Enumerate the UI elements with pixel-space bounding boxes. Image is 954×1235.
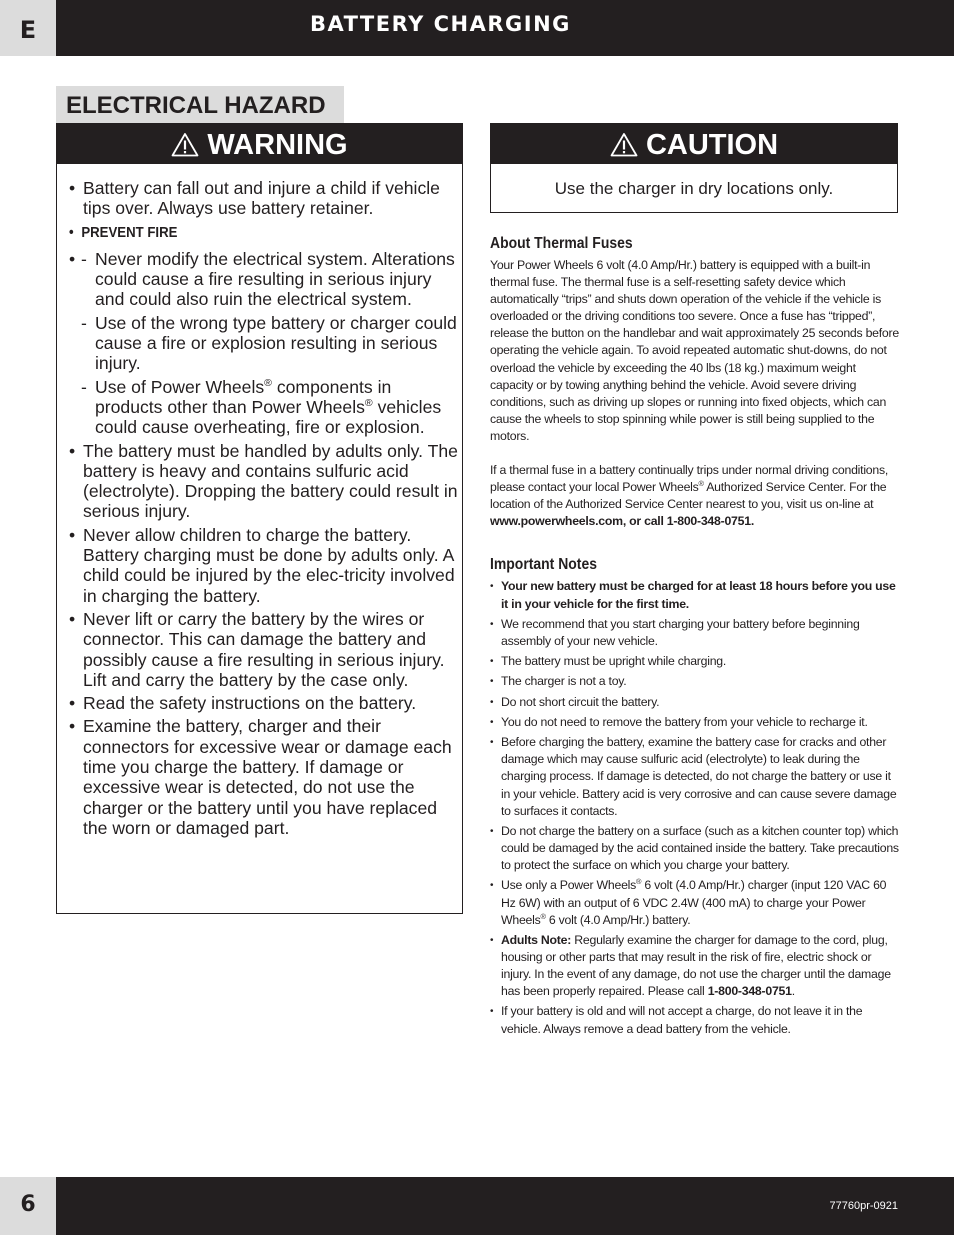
header-title: BATTERY CHARGING xyxy=(310,12,571,36)
list-item: • You do not need to remove the battery from your vehicle to recharge it. xyxy=(490,714,900,731)
caution-title: CAUTION xyxy=(645,129,779,161)
page-number: 6 xyxy=(0,1177,56,1235)
warning-item: • Never allow children to charge the battery. Battery charging must be done by adults only. A child could be injured by the elec-tricity involved in charging the battery. xyxy=(69,525,462,606)
warning-item: • Read the safety instructions on the battery. xyxy=(69,693,462,713)
text-span: components in products other than Power Wheels xyxy=(95,376,392,417)
warning-subitem: - Use of the wrong type battery or charger could cause a fire or explosion resulting in serious injury. xyxy=(69,313,462,374)
registered-mark: ® xyxy=(698,479,704,489)
language-tab: E xyxy=(0,0,56,56)
phone-number: 1-800-348-0751 xyxy=(707,984,792,999)
warning-title: WARNING xyxy=(207,129,348,161)
text-span: vehicles could cause overheating, fire or explosion. xyxy=(95,396,442,438)
warning-item xyxy=(69,249,462,438)
page-header xyxy=(0,0,954,56)
thermal-heading: About Thermal Fuses xyxy=(490,235,633,252)
list-item: • The battery must be upright while charging. xyxy=(490,653,900,670)
text-span: Use only a Power Wheels xyxy=(501,878,637,893)
document-code: 77760pr-0921 xyxy=(829,1200,898,1212)
registered-mark: ® xyxy=(264,376,272,389)
text-span: Your new battery must be charged for at least 18 hours before you use it in your vehicle for the first time. xyxy=(501,579,896,611)
notes-list xyxy=(490,578,900,1037)
caution-bar xyxy=(491,124,897,164)
notes-heading: Important Notes xyxy=(490,556,597,574)
warning-item: • Examine the battery, charger and their connectors for excessive wear or damage each time you charge the battery. If damage or excessive wear is detected, do not use the charger or the battery until you have replaced the worn or damaged part. xyxy=(69,716,462,838)
text-span: . xyxy=(791,984,795,999)
warning-box xyxy=(56,123,463,914)
registered-mark: ® xyxy=(540,911,546,921)
text-span: Use of Power Wheels xyxy=(95,376,265,397)
list-item: • The charger is not a toy. xyxy=(490,673,900,690)
contact-link: www.powerwheels.com, or call 1-800-348-0751. xyxy=(490,514,754,529)
text-span: 6 volt (4.0 Amp/Hr.) charger (input 120 VAC 60 Hz 6W) with an output of 6 VDC 2.4W (400 mA) to charge your Power Wheels xyxy=(501,878,887,927)
thermal-paragraph: Your Power Wheels 6 volt (4.0 Amp/Hr.) battery is equipped with a built-in thermal fuse. The thermal fuse is a self-resetting safety device which automatically “trips” and shuts down operation of the vehicle if the vehicle is overloaded or the driving conditions too severe. Once a fuse has “tripped”, release the button on the handlebar and wait approximately 25 seconds before operating the vehicle again. To avoid repeated automatic shut-downs, do not overload the vehicle by exceeding the 40 lbs (18 kg.) maximum weight capacity or by towing anything behind the vehicle. Avoid severe driving conditions, such as driving up slopes or running into fixed objects, which can cause the wheels to stop spinning while power is still being supplied to the motors. xyxy=(490,258,899,443)
text-span: If a thermal fuse in a battery continually trips under normal driving conditions, please contact your local Power Wheels xyxy=(490,463,889,495)
prevent-fire-heading: • PREVENT FIRE xyxy=(69,223,415,243)
thermal-paragraph-2 xyxy=(490,462,900,530)
list-item xyxy=(490,932,900,1000)
right-column xyxy=(490,235,900,1041)
text-span: Adults Note: xyxy=(501,932,572,947)
caution-triangle-icon xyxy=(610,132,638,157)
section-title: ELECTRICAL HAZARD xyxy=(56,86,344,124)
list-item xyxy=(490,877,900,928)
caution-text: Use the charger in dry locations only. xyxy=(554,179,834,198)
warning-subitem xyxy=(69,377,462,438)
list-item: • Do not short circuit the battery. xyxy=(490,694,900,711)
page-footer xyxy=(0,1177,954,1235)
warning-item: • Never lift or carry the battery by the wires or connector. This can damage the battery and possibly cause a fire resulting in serious injury. Lift and carry the battery by the case only. xyxy=(69,609,462,690)
warning-triangle-icon xyxy=(171,132,199,157)
warning-subitem: - • Never modify the electrical system. Alterations could cause a fire resulting in serious injury and could also ruin the electrical system. xyxy=(69,249,462,310)
text-span: 6 volt (4.0 Amp/Hr.) battery. xyxy=(545,912,691,927)
caution-box xyxy=(490,123,898,213)
text-span: Authorized Service Center. For the location of the Authorized Service Center nearest to you, visit us on-line at xyxy=(490,480,887,512)
list-item: • Do not charge the battery on a surface (such as a kitchen counter top) which could be damaged by the acid contained inside the battery. Take precautions to protect the surface on which you charge your battery. xyxy=(490,823,900,874)
warning-item: • Battery can fall out and injure a child if vehicle tips over. Always use battery retainer. xyxy=(69,178,462,219)
warning-list xyxy=(69,178,462,838)
list-item: • If your battery is old and will not accept a charge, do not leave it in the vehicle. Always remove a dead battery from the vehicle. xyxy=(490,1003,900,1037)
list-item xyxy=(490,578,900,612)
registered-mark: ® xyxy=(364,397,373,410)
warning-item: • The battery must be handled by adults only. The battery is heavy and contains sulfuric acid (electrolyte). Dropping the battery could result in serious injury. xyxy=(69,441,462,522)
registered-mark: ® xyxy=(636,877,642,887)
list-item: • We recommend that you start charging your battery before beginning assembly of your new vehicle. xyxy=(490,616,900,650)
text-span: Regularly examine the charger for damage to the cord, plug, housing or other parts that may result in the risk of fire, electric shock or injury. In the event of any damage, do not use the charger until the damage has been properly repaired. Please call xyxy=(501,932,891,999)
list-item: • Before charging the battery, examine the battery case for cracks and other damage which may cause sulfuric acid (electrolyte) to leak during the charging process. If damage is detected, do not charge the battery or use it in your vehicle. Battery acid is very corrosive and can cause severe damage to surfaces it contacts. xyxy=(490,734,900,819)
warning-bar xyxy=(57,124,462,164)
